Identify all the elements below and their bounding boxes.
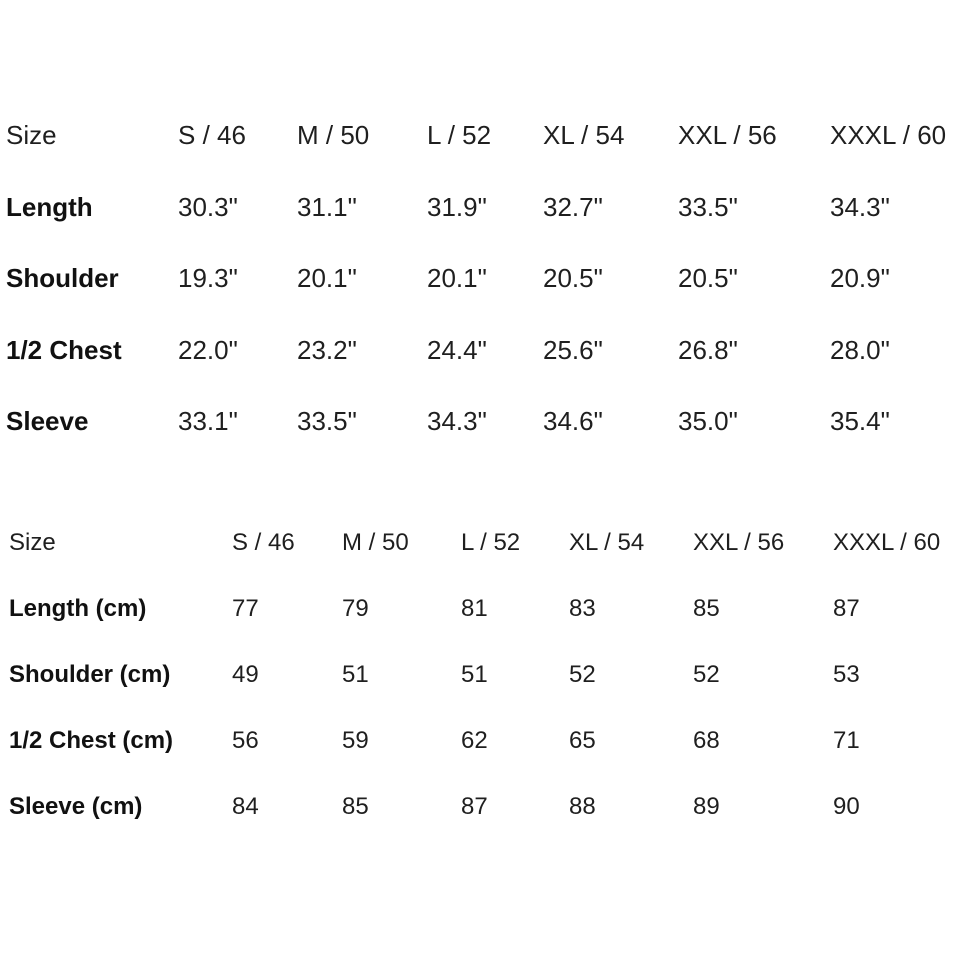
table-cell: 89 (693, 793, 720, 820)
table-cell: 20.1" (297, 263, 357, 293)
table-cell: 22.0" (178, 335, 238, 365)
table-cell: 49 (232, 661, 259, 688)
table-cell: 31.9" (427, 192, 487, 222)
table-cell: 53 (833, 661, 860, 688)
table-cell: 65 (569, 727, 596, 754)
table-cell: 79 (342, 595, 369, 622)
header-size-xl: XL / 54 (543, 120, 625, 150)
table-cell: 87 (461, 793, 488, 820)
row-label-length: Length (6, 192, 93, 222)
table-cell: 87 (833, 595, 860, 622)
row-label-shoulder: Shoulder (6, 263, 119, 293)
table-cell: 34.3" (830, 192, 890, 222)
table-cell: 33.5" (678, 192, 738, 222)
table-cell: 32.7" (543, 192, 603, 222)
header-size-label: Size (6, 120, 57, 150)
table-cell: 83 (569, 595, 596, 622)
row-label-half-chest: 1/2 Chest (6, 335, 122, 365)
row-label-half-chest-cm: 1/2 Chest (cm) (9, 727, 174, 754)
table-cell: 19.3" (178, 263, 238, 293)
table-cell: 68 (693, 727, 720, 754)
table-cell: 26.8" (678, 335, 738, 365)
table-cell: 23.2" (297, 335, 357, 365)
header-size-l: L / 52 (461, 529, 521, 556)
table-cell: 20.1" (427, 263, 487, 293)
header-size-s: S / 46 (178, 120, 246, 150)
header-size-xxxl: XXXL / 60 (830, 120, 947, 150)
table-cell: 34.3" (427, 406, 487, 436)
row-label-length-cm: Length (cm) (9, 595, 147, 622)
table-cell: 20.5" (543, 263, 603, 293)
table-cell: 35.4" (830, 406, 890, 436)
table-cell: 56 (232, 727, 259, 754)
table-cell: 51 (461, 661, 488, 688)
table-cell: 20.9" (830, 263, 890, 293)
table-cell: 90 (833, 793, 860, 820)
table-cell: 20.5" (678, 263, 738, 293)
row-label-sleeve: Sleeve (6, 406, 89, 436)
header-size-label: Size (9, 529, 56, 556)
row-label-sleeve-cm: Sleeve (cm) (9, 793, 143, 820)
table-cell: 52 (693, 661, 720, 688)
header-size-xl: XL / 54 (569, 529, 645, 556)
table-cell: 52 (569, 661, 596, 688)
table-cell: 71 (833, 727, 860, 754)
header-size-m: M / 50 (297, 120, 370, 150)
table-cell: 24.4" (427, 335, 487, 365)
table-cell: 88 (569, 793, 596, 820)
table-cell: 85 (693, 595, 720, 622)
table-cell: 28.0" (830, 335, 890, 365)
table-cell: 31.1" (297, 192, 357, 222)
header-size-xxxl: XXXL / 60 (833, 529, 941, 556)
header-size-xxl: XXL / 56 (678, 120, 777, 150)
table-cell: 34.6" (543, 406, 603, 436)
table-cell: 59 (342, 727, 369, 754)
table-cell: 62 (461, 727, 488, 754)
table-cell: 33.1" (178, 406, 238, 436)
header-size-xxl: XXL / 56 (693, 529, 785, 556)
table-cell: 25.6" (543, 335, 603, 365)
table-cell: 77 (232, 595, 259, 622)
header-size-l: L / 52 (427, 120, 492, 150)
table-cell: 81 (461, 595, 488, 622)
table-cell: 30.3" (178, 192, 238, 222)
table-cell: 35.0" (678, 406, 738, 436)
row-label-shoulder-cm: Shoulder (cm) (9, 661, 171, 688)
table-cell: 33.5" (297, 406, 357, 436)
header-size-s: S / 46 (232, 529, 295, 556)
table-cell: 51 (342, 661, 369, 688)
table-cell: 84 (232, 793, 259, 820)
header-size-m: M / 50 (342, 529, 409, 556)
table-cell: 85 (342, 793, 369, 820)
